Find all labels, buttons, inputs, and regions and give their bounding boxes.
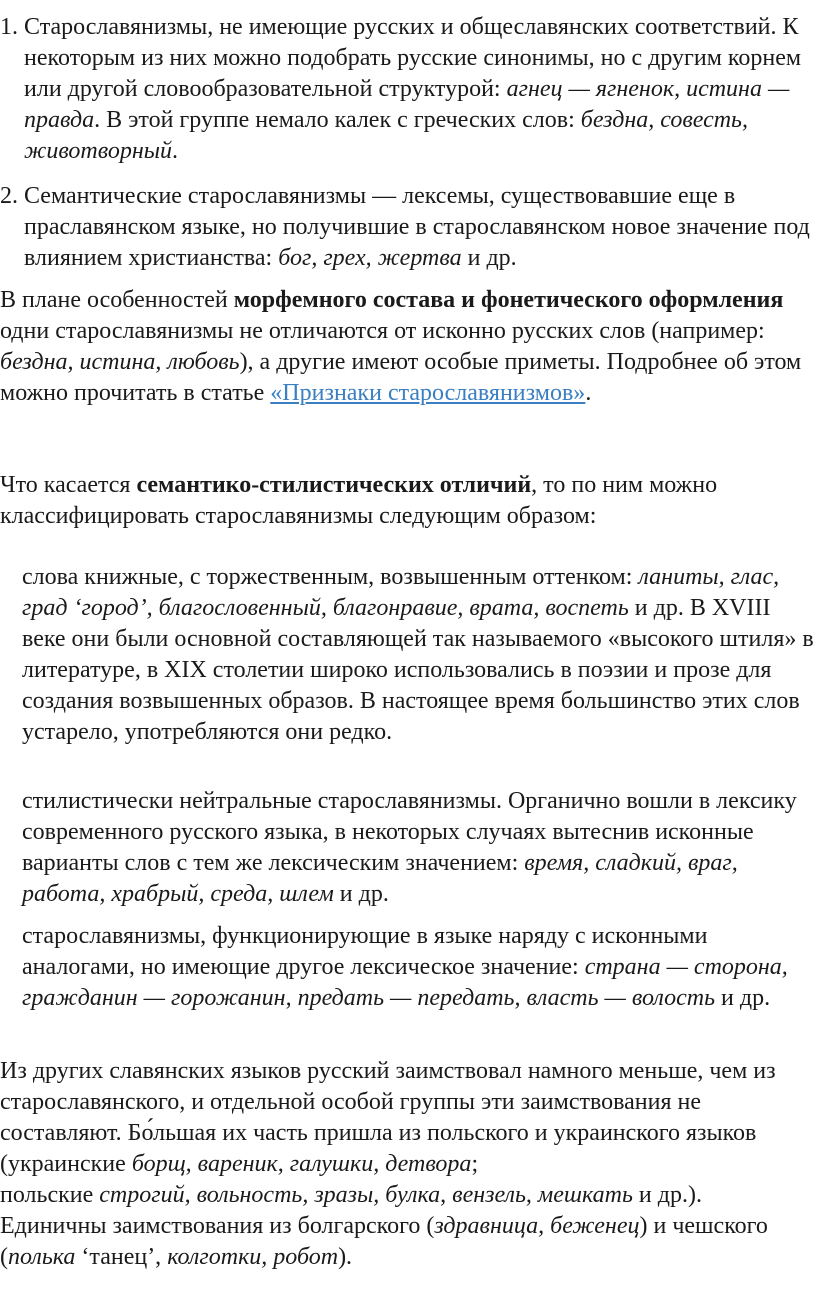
text-run: старославянизмы, функционирующие в языке наряду с исконными аналогами, но имеющие другое лексическое значение: [22,923,708,980]
italic-example: страна — сторона, гражданин — горожанин, предать — передать, власть — волость [22,954,788,1011]
italic-example: здравница, беженец [434,1213,640,1239]
text-run: ; [471,1151,479,1177]
list-item-bookish [22,562,814,748]
list-item-parallel [22,921,814,1014]
text-run: . [585,380,592,406]
text-run: стилистически нейтральные старославянизмы. Органично вошли в лексику современного русского языка, в некоторых случаях вытеснив исконные варианты слов с тем же лексическим значением: [22,788,797,876]
italic-example: колготки, робот [167,1244,339,1270]
text-run: . [172,138,179,164]
text-run: и др. [715,985,771,1011]
text-run: ). [338,1244,353,1270]
text-run: В плане особенностей [0,287,234,313]
italic-example: время, сладкий, враг, работа, храбрый, среда, шлем [22,850,738,907]
text-run: Семантические старославянизмы — лексемы, существовавшие еще в праславянском языке, но получившие в старославянском новое значение под влиянием христианства: [24,183,810,271]
bold-term: морфемного состава и фонетического оформления [233,287,784,313]
italic-example: полька [8,1244,76,1270]
paragraph-semantic [0,470,812,532]
list-item-2 [0,181,814,274]
text-run: Из других славянских языков русский заимствовал намного меньше, чем из старославянского, и отдельной особой группы эти заимствования не составляют. Бо́льшая их часть пришла из польского и украинского языков (украинские [0,1058,776,1177]
bold-term: семантико-стилистических отличий [136,472,532,498]
text-run: слова книжные, с торжественным, возвышенным оттенком: [22,564,639,590]
text-run: и др. [461,245,517,271]
list-item-text [24,12,814,167]
italic-example: борщ, вареник, галушки, детвора [131,1151,472,1177]
text-run: ) и чешского ( [0,1213,768,1270]
italic-example: бездна, истина, любовь [0,349,240,375]
italic-example: агнец — ягненок, истина — правда [24,76,790,133]
list-number: 2. [0,183,18,209]
italic-example: бездна, совесть, животворный [24,107,748,164]
paragraph-morphemic [0,285,812,409]
text-run: Что касается [0,472,137,498]
italic-example: строгий, вольность, зразы, булка, вензель, мешкать [99,1182,633,1208]
list-item-text [24,181,814,274]
text-run: и др. В XVIII веке они были основной составляющей так называемого «высокого штиля» в литературе, в XIX столетии широко использовались в поэзии и прозе для создания возвышенных образов. В настоящее время большинство этих слов устарело, употребляются они редко. [22,595,814,745]
text-run: и др.). Единичны заимствования из болгарского ( [0,1182,702,1239]
text-run: . В этой группе немало калек с греческих слов: [94,107,581,133]
text-run: одни старославянизмы не отличаются от исконно русских слов (например: [0,318,765,344]
paragraph-other-slavic [0,1056,812,1273]
list-item-1 [0,12,814,167]
text-run: ‘танец’, [75,1244,168,1270]
italic-example: бог, грех, жертва [278,245,462,271]
italic-example: ланиты, глас, град ‘город’, благословенный, благонравие, врата, воспеть [22,564,780,621]
list-item-neutral [22,786,814,910]
text-run: Старославянизмы, не имеющие русских и общеславянских соответствий. К некоторым из них можно подобрать русские синонимы, но с другим корнем или другой словообразовательной структурой: [24,14,802,102]
text-run: , то по ним можно классифицировать старославянизмы следующим образом: [0,472,718,529]
list-number: 1. [0,14,18,40]
article-link[interactable]: «Признаки старославянизмов» [270,380,586,406]
text-run: ), а другие имеют особые приметы. Подробнее об этом можно прочитать в статье [0,349,802,406]
text-run: и др. [333,881,389,907]
text-run: польские [0,1182,100,1208]
